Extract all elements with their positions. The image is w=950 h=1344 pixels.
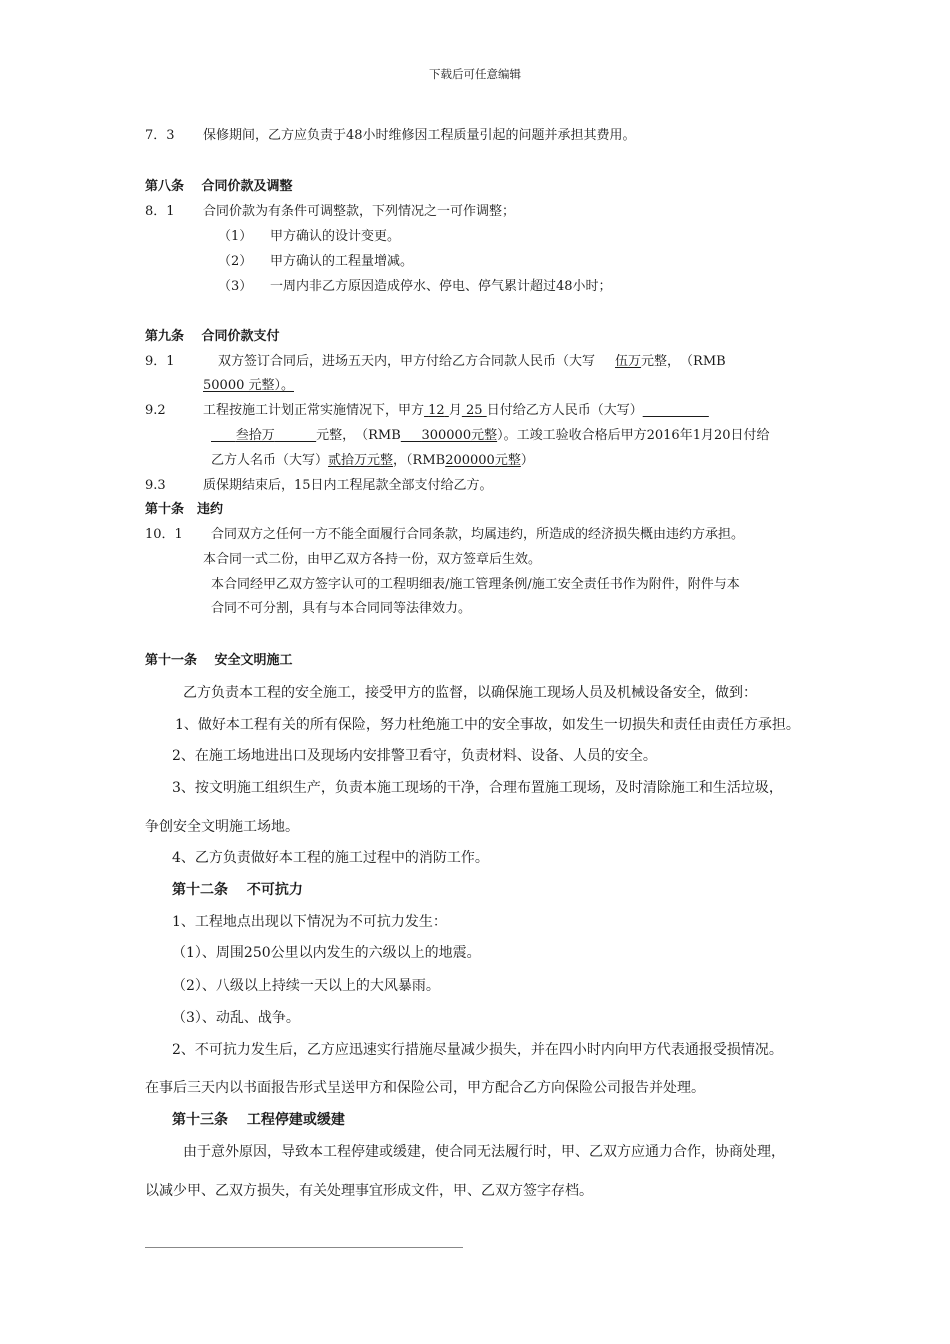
clause-text [211, 453, 534, 469]
paragraph: 2、在施工场地进出口及现场内安排警卫看守，负责材料、设备、人员的安全。 [172, 748, 657, 764]
paragraph: 2、不可抗力发生后，乙方应迅速实行措施尽量减少损失，并在四小时内向甲方代表通报受损情况。 [172, 1042, 783, 1058]
amount-rmb: 200000元整 [445, 453, 521, 468]
clause-text: 质保期结束后，15日内工程尾款全部支付给乙方。 [203, 478, 493, 493]
paragraph: 1、做好本工程有关的所有保险，努力杜绝施工中的安全事故，如发生一切损失和责任由责任方承担。 [175, 717, 800, 733]
clause-text [203, 403, 709, 419]
clause-number: 10．1 [145, 527, 183, 542]
amount-rmb: 50000 元整）。 [203, 378, 294, 393]
amount-rmb: 300000元整 [421, 428, 498, 443]
list-item-text: 甲方确认的设计变更。 [270, 229, 401, 244]
paragraph: （3）、动乱、战争。 [172, 1010, 300, 1026]
paragraph: 在事后三天内以书面报告形式呈送甲方和保险公司，甲方配合乙方向保险公司报告并处理。 [145, 1080, 705, 1096]
text-run: 元整， （RMB [641, 354, 726, 369]
amount-uppercase: 叁拾万 [235, 428, 275, 443]
article-12-title: 第十二条 不可抗力 [172, 882, 303, 898]
list-item-text: 甲方确认的工程量增减。 [270, 254, 414, 269]
text-run: 工程按施工计划正常实施情况下，甲方 [203, 403, 425, 418]
article-9-title: 第九条 合同价款支付 [145, 329, 280, 344]
text-run: 乙方人名币（大写） [211, 453, 329, 468]
clause-text [218, 354, 726, 370]
text-run: ） [520, 453, 534, 468]
footer-divider [145, 1247, 463, 1248]
date-month: 12 [428, 403, 445, 418]
article-10-title: 第十条 违约 [145, 502, 224, 517]
list-item-number: （3） [218, 279, 253, 294]
clause-number: 8．1 [145, 204, 175, 219]
clause-text: 合同双方之任何一方不能全面履行合同条款，均属违约，所造成的经济损失概由违约方承担。 [211, 527, 745, 542]
clause-text: 本合同一式二份，由甲乙双方各持一份，双方签章后生效。 [203, 552, 542, 567]
text-run: 日付给乙方人民币（大写） [486, 403, 643, 418]
paragraph: （2）、八级以上持续一天以上的大风暴雨。 [172, 978, 440, 994]
article-13-title: 第十三条 工程停建或缓建 [172, 1112, 345, 1128]
text-run: 双方签订合同后，进场五天内，甲方付给乙方合同款人民币（大写 [218, 354, 596, 369]
clause-text [211, 428, 770, 444]
paragraph: 3、按文明施工组织生产，负责本施工现场的干净，合理布置施工现场，及时清除施工和生活垃圾， [172, 780, 783, 796]
article-8-title: 第八条 合同价款及调整 [145, 179, 293, 194]
text-run: 元整， （RMB [316, 428, 401, 443]
amount-uppercase: 伍万 [615, 354, 642, 369]
paragraph: （1）、周围250公里以内发生的六级以上的地震。 [172, 945, 481, 961]
clause-number: 9.3 [145, 478, 166, 493]
blank-underline [643, 403, 709, 418]
paragraph: 4、乙方负责做好本工程的施工过程中的消防工作。 [172, 850, 489, 866]
list-item-number: （2） [218, 254, 253, 269]
page-header: 下载后可任意编辑 [429, 67, 521, 81]
list-item-text: 一周内非乙方原因造成停水、停电、停气累计超过48小时； [270, 279, 612, 294]
clause-text: 合同价款为有条件可调整款，下列情况之一可作调整； [203, 204, 516, 219]
text-run: 月 [448, 403, 462, 418]
clause-text: 本合同经甲乙双方签字认可的工程明细表/施工管理条例/施工安全责任书作为附件，附件与本 [211, 577, 740, 592]
article-11-title: 第十一条 安全文明施工 [145, 653, 293, 668]
amount-uppercase: 贰拾万元整 [328, 453, 394, 468]
clause-number: 9．1 [145, 354, 175, 369]
paragraph: 争创安全文明施工场地。 [145, 819, 299, 835]
paragraph: 以减少甲、乙双方损失，有关处理事宜形成文件，甲、乙双方签字存档。 [145, 1183, 593, 1199]
clause-number: 7．3 [145, 128, 175, 143]
text-run: ）。工竣工验收合格后甲方2016年1月20日付给 [497, 428, 770, 443]
paragraph: 1、工程地点出现以下情况为不可抗力发生： [172, 914, 447, 930]
clause-text: 保修期间，乙方应负责于48小时维修因工程质量引起的问题并承担其费用。 [203, 128, 636, 143]
clause-number: 9.2 [145, 403, 166, 418]
list-item-number: （1） [218, 229, 253, 244]
clause-text: 合同不可分割，具有与本合同同等法律效力。 [211, 601, 472, 616]
paragraph: 由于意外原因，导致本工程停建或缓建，使合同无法履行时，甲、乙双方应通力合作，协商处理， [183, 1144, 785, 1160]
paragraph: 乙方负责本工程的安全施工，接受甲方的监督，以确保施工现场人员及机械设备安全，做到： [183, 685, 757, 701]
text-run: ，（RMB [393, 453, 446, 468]
date-day: 25 [466, 403, 483, 418]
